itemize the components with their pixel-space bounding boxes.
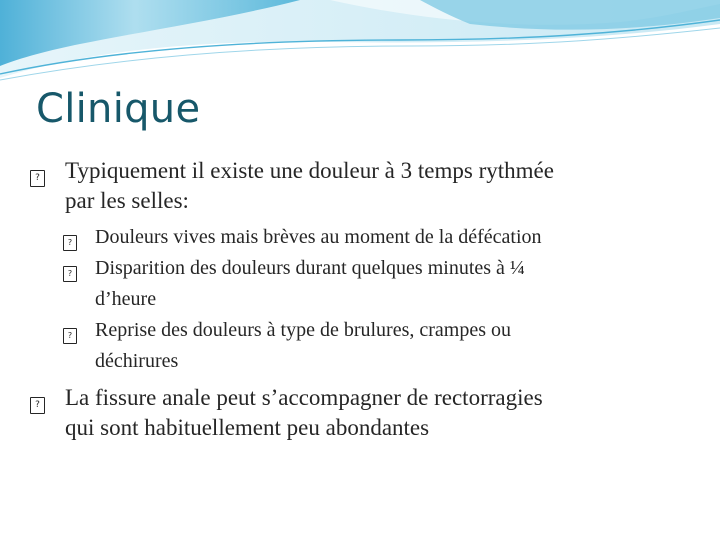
bullet-text-line: Disparition des douleurs durant quelques minutes à ¼ bbox=[95, 257, 525, 279]
sub-bullet-item bbox=[30, 315, 690, 377]
bullet-text-line: par les selles: bbox=[65, 188, 189, 213]
header-wave-decoration bbox=[0, 0, 720, 90]
bullet-text-line: Typiquement il existe une douleur à 3 temps rythmée bbox=[65, 158, 554, 183]
bullet-text-line: Reprise des douleurs à type de brulures, crampes ou bbox=[95, 319, 511, 341]
bullet-text-line: Douleurs vives mais brèves au moment de la défécation bbox=[95, 226, 542, 248]
bullet-icon: ? bbox=[63, 222, 77, 253]
sub-bullet-item bbox=[30, 222, 690, 253]
bullet-icon: ? bbox=[30, 383, 45, 414]
sub-bullet-item bbox=[30, 253, 690, 315]
bullet-text-line: d’heure bbox=[95, 288, 157, 310]
bullet-list bbox=[30, 156, 690, 443]
slide-title: Clinique bbox=[36, 86, 201, 132]
bullet-text-line: La fissure anale peut s’accompagner de rectorragies bbox=[65, 385, 543, 410]
bullet-item bbox=[30, 383, 690, 443]
bullet-icon: ? bbox=[63, 253, 77, 284]
sub-bullet-list bbox=[30, 222, 690, 377]
bullet-icon: ? bbox=[30, 156, 45, 187]
bullet-text-line: qui sont habituellement peu abondantes bbox=[65, 415, 430, 440]
bullet-text-line: déchirures bbox=[95, 350, 179, 372]
bullet-icon: ? bbox=[63, 315, 77, 346]
bullet-item bbox=[30, 156, 690, 216]
